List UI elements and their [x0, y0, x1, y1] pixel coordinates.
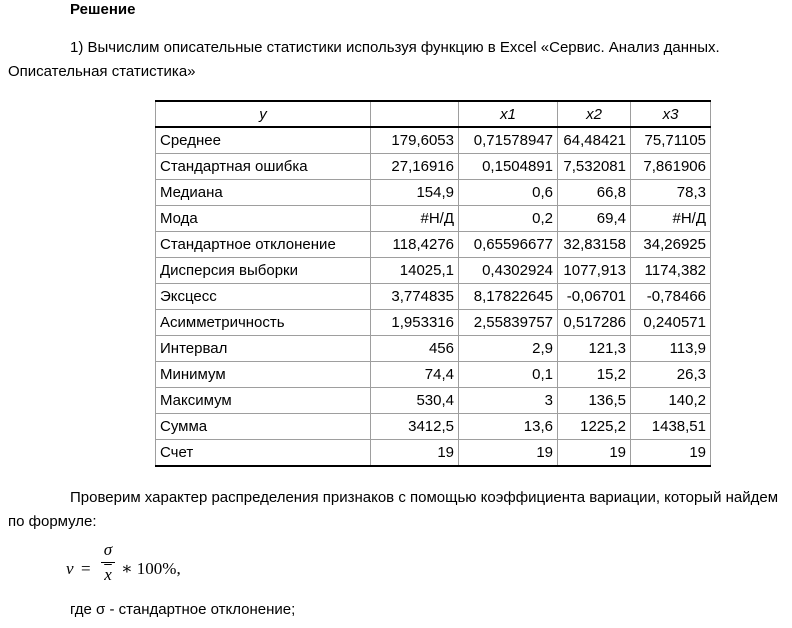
cell-x1: 0,71578947 — [459, 127, 558, 154]
cell-x3: 1174,382 — [631, 258, 711, 284]
formula-equals: = — [81, 559, 91, 578]
table-row — [156, 232, 711, 258]
row-label: Минимум — [156, 362, 371, 388]
intro-text: 1) Вычислим описательные статистики используя функцию в Excel «Сервис. Анализ данных. Описательная статистика» — [8, 39, 720, 80]
row-label: Среднее — [156, 127, 371, 154]
cell-x3: 78,3 — [631, 180, 711, 206]
row-label: Стандартная ошибка — [156, 154, 371, 180]
cell-y: 14025,1 — [371, 258, 459, 284]
table-row — [156, 414, 711, 440]
cell-x3: 140,2 — [631, 388, 711, 414]
intro-paragraph — [8, 36, 788, 84]
cell-y: 456 — [371, 336, 459, 362]
row-label: Эксцесс — [156, 284, 371, 310]
cell-x3: -0,78466 — [631, 284, 711, 310]
table-row — [156, 258, 711, 284]
table-header-row — [156, 101, 711, 127]
formula-lhs: v — [66, 559, 74, 578]
cell-x2: 69,4 — [558, 206, 631, 232]
row-label: Максимум — [156, 388, 371, 414]
definition-paragraph: где σ - стандартное отклонение; — [70, 601, 296, 618]
header-cell: x3 — [631, 101, 711, 127]
cell-x2: 19 — [558, 440, 631, 467]
cell-y: 179,6053 — [371, 127, 459, 154]
cell-x2: 121,3 — [558, 336, 631, 362]
row-label: Интервал — [156, 336, 371, 362]
cell-x2: 136,5 — [558, 388, 631, 414]
fraction-bar — [101, 562, 115, 563]
table-row — [156, 336, 711, 362]
cell-y: 1,953316 — [371, 310, 459, 336]
cell-y: 3,774835 — [371, 284, 459, 310]
cell-x3: 113,9 — [631, 336, 711, 362]
header-cell: x1 — [459, 101, 558, 127]
cell-x2: 7,532081 — [558, 154, 631, 180]
table-row — [156, 127, 711, 154]
cell-x3: 19 — [631, 440, 711, 467]
cell-x1: 3 — [459, 388, 558, 414]
cell-x1: 2,9 — [459, 336, 558, 362]
header-cell — [371, 101, 459, 127]
cell-x2: 66,8 — [558, 180, 631, 206]
row-label: Сумма — [156, 414, 371, 440]
row-label: Медиана — [156, 180, 371, 206]
table-row — [156, 310, 711, 336]
table-row — [156, 206, 711, 232]
cell-x3: 26,3 — [631, 362, 711, 388]
cell-y: 154,9 — [371, 180, 459, 206]
cell-x2: 1225,2 — [558, 414, 631, 440]
table-row — [156, 362, 711, 388]
cell-x3: 7,861906 — [631, 154, 711, 180]
cell-x1: 0,2 — [459, 206, 558, 232]
formula-fraction — [101, 540, 115, 585]
cell-y: 3412,5 — [371, 414, 459, 440]
table-row — [156, 284, 711, 310]
cell-y: 19 — [371, 440, 459, 467]
descriptive-statistics-table — [155, 100, 711, 467]
cell-x2: 1077,913 — [558, 258, 631, 284]
variation-text: Проверим характер распределения признаков с помощью коэффициента вариации, который найдем по формуле: — [8, 489, 779, 530]
cell-y: 118,4276 — [371, 232, 459, 258]
row-label: Мода — [156, 206, 371, 232]
row-label: Дисперсия выборки — [156, 258, 371, 284]
cell-y: 74,4 — [371, 362, 459, 388]
table-row — [156, 180, 711, 206]
cell-x2: 0,517286 — [558, 310, 631, 336]
cell-x2: -0,06701 — [558, 284, 631, 310]
row-label: Стандартное отклонение — [156, 232, 371, 258]
table-row — [156, 388, 711, 414]
cell-x1: 0,1504891 — [459, 154, 558, 180]
cell-x3: 34,26925 — [631, 232, 711, 258]
formula-denominator: x — [104, 565, 112, 584]
table-row — [156, 154, 711, 180]
cell-x1: 2,55839757 — [459, 310, 558, 336]
cell-x1: 13,6 — [459, 414, 558, 440]
cell-x1: 19 — [459, 440, 558, 467]
header-cell: x2 — [558, 101, 631, 127]
cell-x1: 8,17822645 — [459, 284, 558, 310]
cell-x3: 75,71105 — [631, 127, 711, 154]
cell-x2: 32,83158 — [558, 232, 631, 258]
cell-x1: 0,1 — [459, 362, 558, 388]
table-row — [156, 440, 711, 467]
cell-x2: 15,2 — [558, 362, 631, 388]
cell-x1: 0,4302924 — [459, 258, 558, 284]
variation-paragraph — [8, 486, 788, 534]
section-heading: Решение — [70, 1, 136, 18]
cell-x3: 0,240571 — [631, 310, 711, 336]
cell-y: 27,16916 — [371, 154, 459, 180]
cell-x3: 1438,51 — [631, 414, 711, 440]
header-cell: y — [156, 101, 371, 127]
cell-y: #Н/Д — [371, 206, 459, 232]
row-label: Асимметричность — [156, 310, 371, 336]
row-label: Счет — [156, 440, 371, 467]
cell-x1: 0,65596677 — [459, 232, 558, 258]
formula-rest: ∗ 100%, — [121, 559, 181, 578]
cell-y: 530,4 — [371, 388, 459, 414]
cell-x1: 0,6 — [459, 180, 558, 206]
formula-numerator: σ — [103, 540, 113, 559]
cell-x3: #Н/Д — [631, 206, 711, 232]
cell-x2: 64,48421 — [558, 127, 631, 154]
